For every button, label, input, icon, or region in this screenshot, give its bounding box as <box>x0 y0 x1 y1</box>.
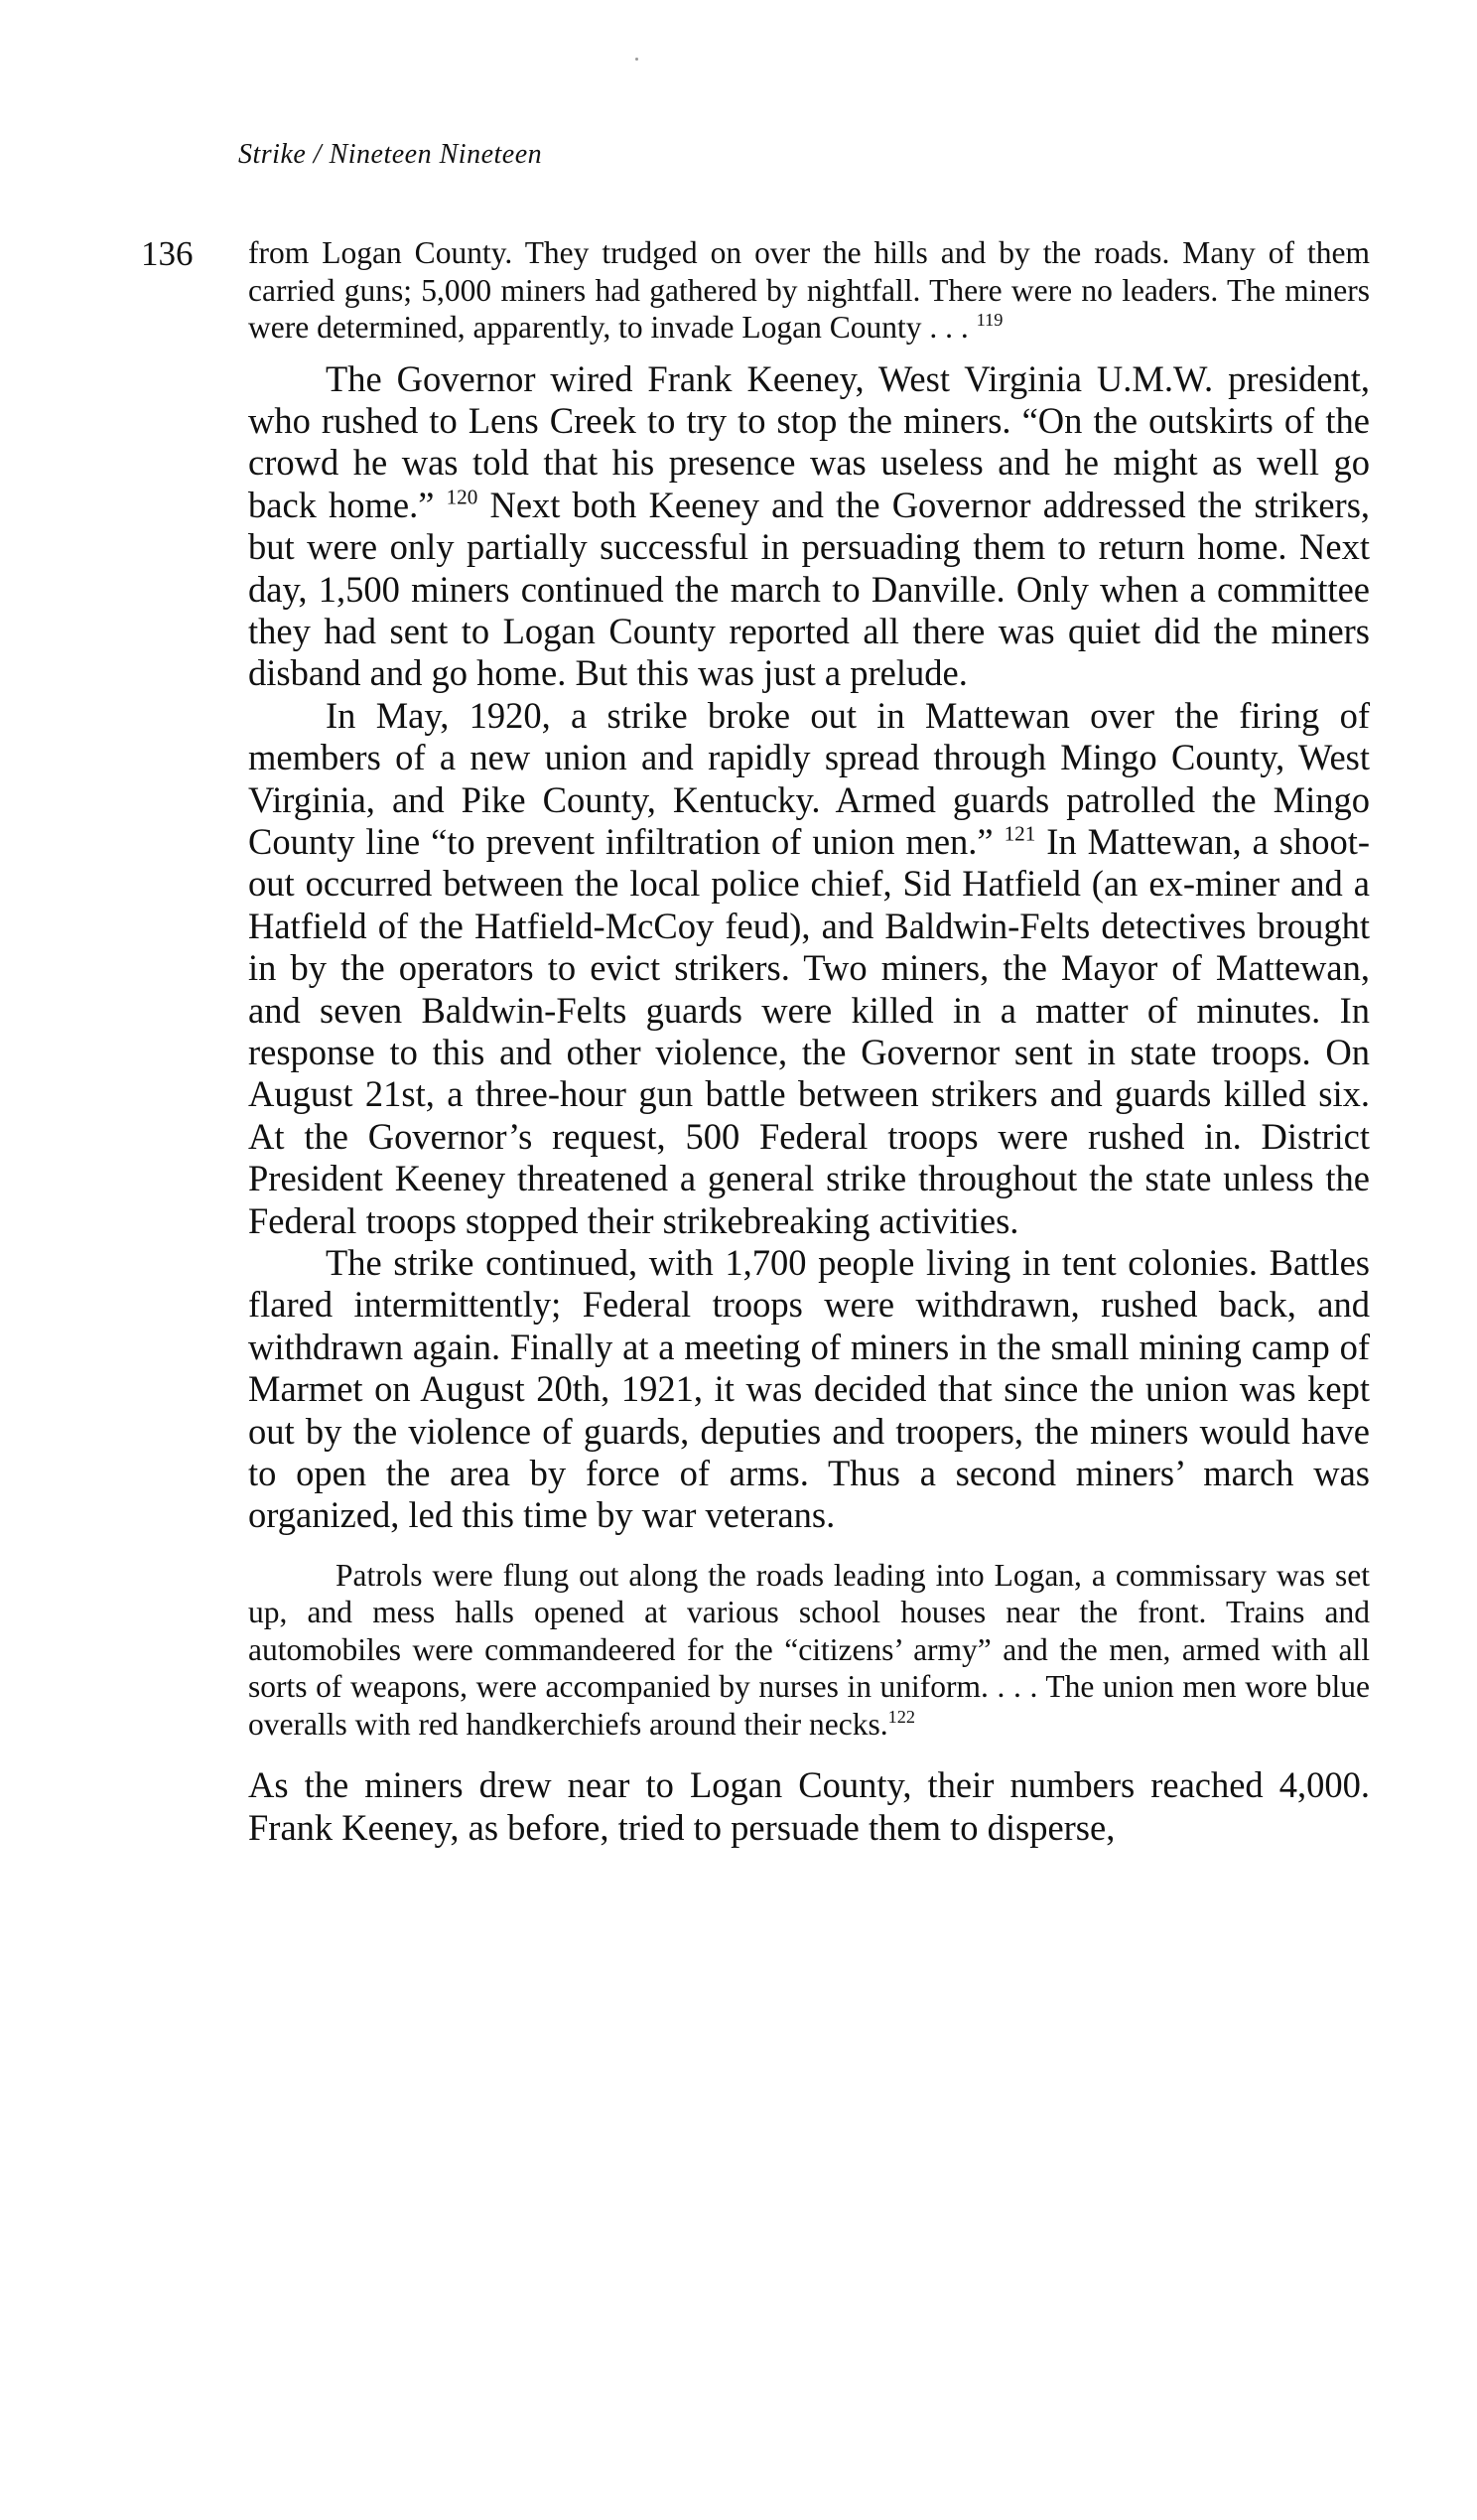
footnote-ref-120: 120 <box>446 484 478 508</box>
block-quote-body <box>248 1557 1370 1744</box>
paragraph-2-text-a: In May, 1920, a strike broke out in Mattewan over the firing of members of a new union and rapidly spread through Mingo County, West Virginia, and Pike County, Kentucky. Armed guards patrolled the Mingo County line “to prevent infiltration of union men.” <box>248 694 1370 862</box>
quote-continuation <box>248 234 1370 347</box>
paragraph-1-text-a: The Governor wired Frank Keeney, West Virginia U.M.W. president, who rushed to Lens Creek to try to stop the miners. “On the outskirts of the crowd he was told that his presence was useless and he might as well go back home.” <box>248 357 1370 525</box>
body-text <box>248 234 1370 1849</box>
footnote-ref-122: 122 <box>887 1707 916 1727</box>
paragraph-miners-drew-near: As the miners drew near to Logan County, their numbers reached 4,000. Frank Keeney, as before, tried to persuade them to disperse, <box>248 1764 1370 1848</box>
footnote-ref-119: 119 <box>976 310 1004 331</box>
page-number: 136 <box>141 234 194 273</box>
paragraph-governor-wired <box>248 358 1370 695</box>
paragraph-1-text-b: Next both Keeney and the Governor addressed the strikers, but were only partially successful in persuading them to return home. Next day, 1,500 miners continued the march to Danville. Only when a committee they had sent to Logan County reported all there was quiet did the miners disband and go home. But this was just a prelude. <box>248 484 1371 694</box>
block-quote-text: Patrols were flung out along the roads leading into Logan, a commissary was set up, and mess halls opened at various school houses near the front. Trains and automobiles were commandeered for the “citizens’ army” and the men, armed with all sorts of weapons, were accompanied by nurses in uniform. . . . The union men wore blue overalls with red handkerchiefs around their necks. <box>248 1557 1370 1742</box>
block-quote <box>248 1557 1370 1744</box>
paragraph-strike-continued: The strike continued, with 1,700 people living in tent colonies. Battles flared intermittently; Federal troops were withdrawn, rushed back, and withdrawn again. Finally at a meeting of miners in the small mining camp of Marmet on August 20th, 1921, it was decided that since the union was kept out by the violence of guards, deputies and troopers, the miners would have to open the area by force of arms. Thus a second miners’ march was organized, led this time by war veterans. <box>248 1242 1370 1536</box>
running-head: Strike / Nineteen Nineteen <box>238 139 543 170</box>
paragraph-2-text-b: In Mattewan, a shoot-out occurred between the local police chief, Sid Hatfield (an ex-miner and a Hatfield of the Hatfield-McCoy feud), and Baldwin-Felts detectives brought in by the operators to evict strikers. Two miners, the Mayor of Mattewan, and seven Baldwin-Felts guards were killed in a matter of minutes. In response to this and other violence, the Governor sent in state troops. On August 21st, a three-hour gun battle between strikers and guards killed six. At the Governor’s request, 500 Federal troops were rushed in. District President Keeney threatened a general strike throughout the state unless the Federal troops stopped their strikebreaking activities. <box>248 820 1370 1241</box>
stray-ink-mark <box>635 58 638 61</box>
footnote-ref-121: 121 <box>1004 821 1036 846</box>
paragraph-mattewan-strike <box>248 695 1370 1242</box>
quote-continuation-text: from Logan County. They trudged on over the hills and by the roads. Many of them carried guns; 5,000 miners had gathered by nightfall. There were no leaders. The miners were determined, apparently, to invade Logan County . . . <box>248 235 1370 345</box>
